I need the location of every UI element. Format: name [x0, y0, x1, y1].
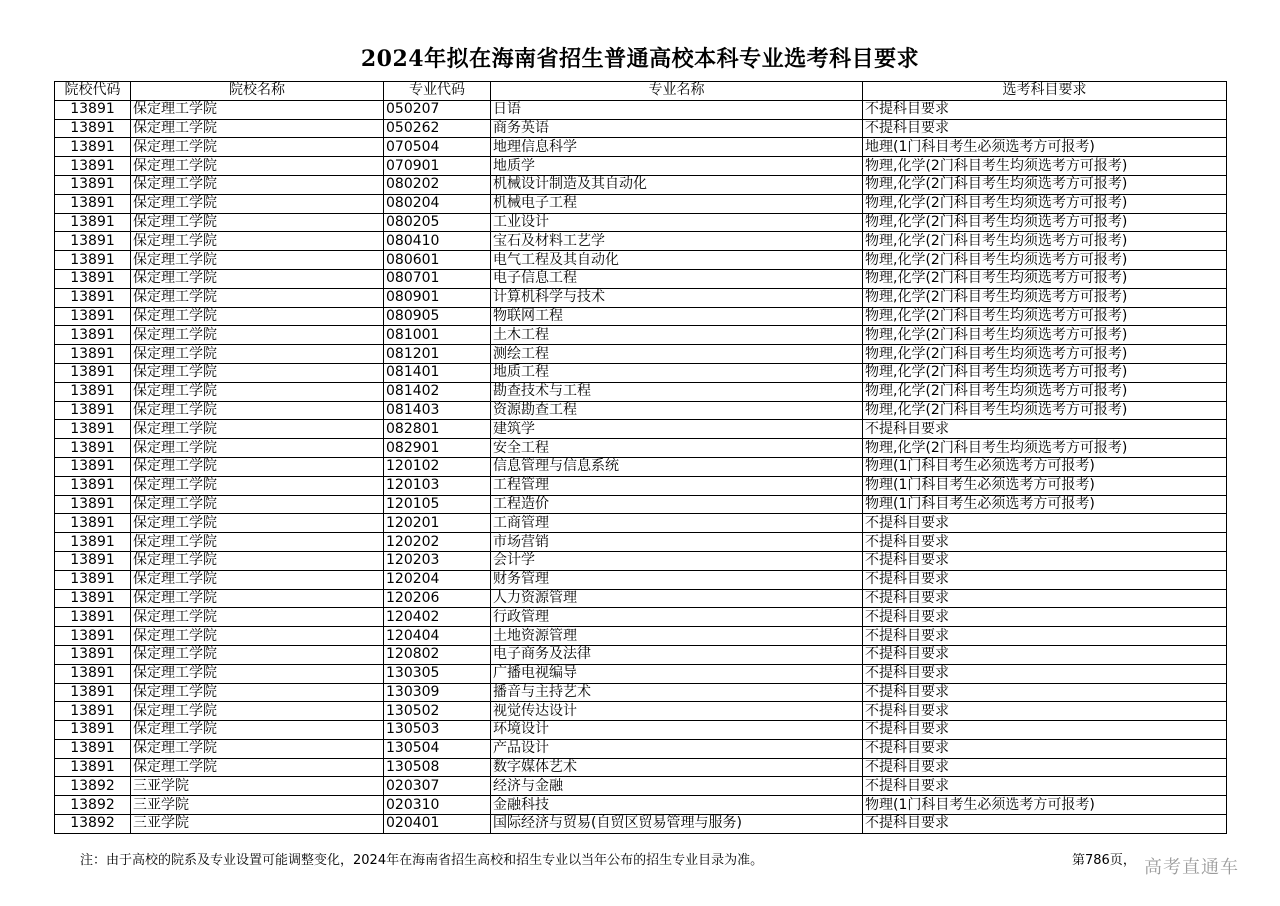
- major-code-cell: 020401: [384, 815, 491, 834]
- requirement-cell: 不提科目要求: [863, 739, 1227, 758]
- major-name-cell: 工业设计: [491, 213, 863, 232]
- table-row: [55, 777, 1227, 796]
- school-code-cell: 13891: [55, 721, 131, 740]
- table-row: [55, 307, 1227, 326]
- school-code-cell: 13891: [55, 476, 131, 495]
- major-name-cell: 测绘工程: [491, 345, 863, 364]
- table-header-row: [55, 82, 1227, 101]
- header-major-name: 专业名称: [491, 82, 863, 101]
- major-code-cell: 120203: [384, 551, 491, 570]
- major-name-cell: 土地资源管理: [491, 627, 863, 646]
- table-row: [55, 702, 1227, 721]
- table-row: [55, 495, 1227, 514]
- major-code-cell: 120802: [384, 645, 491, 664]
- school-code-cell: 13891: [55, 420, 131, 439]
- major-code-cell: 120201: [384, 514, 491, 533]
- major-code-cell: 120202: [384, 533, 491, 552]
- table-row: [55, 457, 1227, 476]
- table-row: [55, 683, 1227, 702]
- requirement-cell: 不提科目要求: [863, 551, 1227, 570]
- school-name-cell: 保定理工学院: [131, 420, 384, 439]
- table-row: [55, 589, 1227, 608]
- table-row: [55, 796, 1227, 815]
- school-name-cell: 保定理工学院: [131, 307, 384, 326]
- requirement-cell: 不提科目要求: [863, 533, 1227, 552]
- table-row: [55, 514, 1227, 533]
- requirement-cell: 不提科目要求: [863, 815, 1227, 834]
- major-code-cell: 080701: [384, 269, 491, 288]
- major-name-cell: 金融科技: [491, 796, 863, 815]
- school-code-cell: 13891: [55, 608, 131, 627]
- table-row: [55, 739, 1227, 758]
- major-code-cell: 120105: [384, 495, 491, 514]
- header-school-code: 院校代码: [55, 82, 131, 101]
- school-code-cell: 13891: [55, 439, 131, 458]
- major-name-cell: 电子商务及法律: [491, 645, 863, 664]
- school-name-cell: 保定理工学院: [131, 627, 384, 646]
- major-name-cell: 地质学: [491, 157, 863, 176]
- school-code-cell: 13891: [55, 175, 131, 194]
- major-name-cell: 视觉传达设计: [491, 702, 863, 721]
- school-code-cell: 13891: [55, 495, 131, 514]
- school-name-cell: 保定理工学院: [131, 664, 384, 683]
- school-name-cell: 保定理工学院: [131, 157, 384, 176]
- major-name-cell: 会计学: [491, 551, 863, 570]
- major-code-cell: 070504: [384, 138, 491, 157]
- requirement-cell: 物理,化学(2门科目考生均须选考方可报考): [863, 288, 1227, 307]
- school-name-cell: 保定理工学院: [131, 551, 384, 570]
- school-name-cell: 保定理工学院: [131, 119, 384, 138]
- requirement-cell: 不提科目要求: [863, 420, 1227, 439]
- major-code-cell: 081402: [384, 382, 491, 401]
- table-body: [55, 100, 1227, 833]
- major-code-cell: 080905: [384, 307, 491, 326]
- page-number: 第786页，: [1072, 853, 1136, 868]
- table-row: [55, 627, 1227, 646]
- requirement-cell: 物理,化学(2门科目考生均须选考方可报考): [863, 326, 1227, 345]
- table-row: [55, 269, 1227, 288]
- major-code-cell: 070901: [384, 157, 491, 176]
- school-name-cell: 保定理工学院: [131, 476, 384, 495]
- major-name-cell: 环境设计: [491, 721, 863, 740]
- requirement-cell: 不提科目要求: [863, 664, 1227, 683]
- watermark: 高考直通车: [1144, 857, 1239, 878]
- school-code-cell: 13891: [55, 363, 131, 382]
- major-code-cell: 081201: [384, 345, 491, 364]
- school-name-cell: 保定理工学院: [131, 645, 384, 664]
- major-code-cell: 130504: [384, 739, 491, 758]
- table-row: [55, 232, 1227, 251]
- major-name-cell: 行政管理: [491, 608, 863, 627]
- school-name-cell: 保定理工学院: [131, 721, 384, 740]
- major-name-cell: 地理信息科学: [491, 138, 863, 157]
- school-code-cell: 13891: [55, 100, 131, 119]
- school-code-cell: 13891: [55, 251, 131, 270]
- major-name-cell: 土木工程: [491, 326, 863, 345]
- school-code-cell: 13891: [55, 326, 131, 345]
- school-code-cell: 13891: [55, 138, 131, 157]
- table-row: [55, 420, 1227, 439]
- major-code-cell: 081401: [384, 363, 491, 382]
- major-name-cell: 数字媒体艺术: [491, 758, 863, 777]
- table-row: [55, 608, 1227, 627]
- school-name-cell: 保定理工学院: [131, 758, 384, 777]
- major-name-cell: 商务英语: [491, 119, 863, 138]
- school-code-cell: 13891: [55, 551, 131, 570]
- major-code-cell: 120206: [384, 589, 491, 608]
- table-row: [55, 326, 1227, 345]
- table-row: [55, 363, 1227, 382]
- school-code-cell: 13891: [55, 758, 131, 777]
- major-code-cell: 120103: [384, 476, 491, 495]
- major-code-cell: 130503: [384, 721, 491, 740]
- school-code-cell: 13891: [55, 627, 131, 646]
- major-code-cell: 080601: [384, 251, 491, 270]
- requirement-cell: 不提科目要求: [863, 777, 1227, 796]
- requirement-cell: 物理(1门科目考生必须选考方可报考): [863, 457, 1227, 476]
- school-name-cell: 保定理工学院: [131, 138, 384, 157]
- major-name-cell: 资源勘查工程: [491, 401, 863, 420]
- requirement-cell: 地理(1门科目考生必须选考方可报考): [863, 138, 1227, 157]
- school-code-cell: 13891: [55, 157, 131, 176]
- table-row: [55, 401, 1227, 420]
- school-code-cell: 13891: [55, 345, 131, 364]
- requirement-cell: 不提科目要求: [863, 627, 1227, 646]
- school-name-cell: 保定理工学院: [131, 514, 384, 533]
- school-name-cell: 保定理工学院: [131, 382, 384, 401]
- requirement-cell: 不提科目要求: [863, 645, 1227, 664]
- table-row: [55, 551, 1227, 570]
- major-name-cell: 地质工程: [491, 363, 863, 382]
- school-name-cell: 保定理工学院: [131, 269, 384, 288]
- school-code-cell: 13891: [55, 739, 131, 758]
- major-code-cell: 130309: [384, 683, 491, 702]
- school-name-cell: 保定理工学院: [131, 175, 384, 194]
- requirement-cell: 物理,化学(2门科目考生均须选考方可报考): [863, 232, 1227, 251]
- requirement-cell: 物理(1门科目考生必须选考方可报考): [863, 796, 1227, 815]
- major-code-cell: 120204: [384, 570, 491, 589]
- school-code-cell: 13891: [55, 589, 131, 608]
- requirement-cell: 物理,化学(2门科目考生均须选考方可报考): [863, 251, 1227, 270]
- footnote: 注：由于高校的院系及专业设置可能调整变化，2024年在海南省招生高校和招生专业以当年公布的招生专业目录为准。: [80, 853, 764, 868]
- school-name-cell: 保定理工学院: [131, 288, 384, 307]
- major-code-cell: 081001: [384, 326, 491, 345]
- major-code-cell: 020307: [384, 777, 491, 796]
- school-name-cell: 保定理工学院: [131, 739, 384, 758]
- major-name-cell: 安全工程: [491, 439, 863, 458]
- table-row: [55, 815, 1227, 834]
- table-row: [55, 570, 1227, 589]
- school-code-cell: 13891: [55, 382, 131, 401]
- school-name-cell: 三亚学院: [131, 777, 384, 796]
- major-name-cell: 广播电视编导: [491, 664, 863, 683]
- major-code-cell: 120404: [384, 627, 491, 646]
- header-major-code: 专业代码: [384, 82, 491, 101]
- requirement-cell: 物理,化学(2门科目考生均须选考方可报考): [863, 307, 1227, 326]
- header-requirement: 选考科目要求: [863, 82, 1227, 101]
- school-code-cell: 13891: [55, 288, 131, 307]
- school-code-cell: 13891: [55, 269, 131, 288]
- requirement-cell: 物理,化学(2门科目考生均须选考方可报考): [863, 213, 1227, 232]
- requirement-cell: 不提科目要求: [863, 758, 1227, 777]
- requirement-cell: 不提科目要求: [863, 514, 1227, 533]
- requirement-cell: 物理,化学(2门科目考生均须选考方可报考): [863, 401, 1227, 420]
- major-name-cell: 电子信息工程: [491, 269, 863, 288]
- major-code-cell: 080202: [384, 175, 491, 194]
- table-row: [55, 533, 1227, 552]
- school-name-cell: 保定理工学院: [131, 570, 384, 589]
- requirement-cell: 物理,化学(2门科目考生均须选考方可报考): [863, 269, 1227, 288]
- major-name-cell: 市场营销: [491, 533, 863, 552]
- school-name-cell: 保定理工学院: [131, 345, 384, 364]
- table-row: [55, 157, 1227, 176]
- requirement-cell: 物理,化学(2门科目考生均须选考方可报考): [863, 175, 1227, 194]
- table-row: [55, 288, 1227, 307]
- major-code-cell: 050207: [384, 100, 491, 119]
- table-row: [55, 476, 1227, 495]
- major-name-cell: 机械设计制造及其自动化: [491, 175, 863, 194]
- school-name-cell: 三亚学院: [131, 796, 384, 815]
- major-code-cell: 082801: [384, 420, 491, 439]
- requirement-cell: 物理,化学(2门科目考生均须选考方可报考): [863, 382, 1227, 401]
- major-name-cell: 计算机科学与技术: [491, 288, 863, 307]
- table-row: [55, 175, 1227, 194]
- table-row: [55, 119, 1227, 138]
- table-row: [55, 138, 1227, 157]
- table-row: [55, 345, 1227, 364]
- school-name-cell: 保定理工学院: [131, 702, 384, 721]
- table-row: [55, 439, 1227, 458]
- school-code-cell: 13891: [55, 645, 131, 664]
- table-row: [55, 721, 1227, 740]
- school-name-cell: 保定理工学院: [131, 194, 384, 213]
- requirement-cell: 不提科目要求: [863, 702, 1227, 721]
- major-code-cell: 080205: [384, 213, 491, 232]
- school-code-cell: 13891: [55, 683, 131, 702]
- major-name-cell: 人力资源管理: [491, 589, 863, 608]
- major-code-cell: 080901: [384, 288, 491, 307]
- major-name-cell: 工商管理: [491, 514, 863, 533]
- school-name-cell: 保定理工学院: [131, 213, 384, 232]
- school-code-cell: 13891: [55, 533, 131, 552]
- school-code-cell: 13891: [55, 570, 131, 589]
- school-name-cell: 保定理工学院: [131, 100, 384, 119]
- school-code-cell: 13891: [55, 307, 131, 326]
- requirement-cell: 物理,化学(2门科目考生均须选考方可报考): [863, 194, 1227, 213]
- requirement-cell: 不提科目要求: [863, 119, 1227, 138]
- requirement-cell: 不提科目要求: [863, 683, 1227, 702]
- major-name-cell: 经济与金融: [491, 777, 863, 796]
- major-name-cell: 工程造价: [491, 495, 863, 514]
- school-name-cell: 保定理工学院: [131, 326, 384, 345]
- requirement-cell: 物理,化学(2门科目考生均须选考方可报考): [863, 363, 1227, 382]
- major-code-cell: 130508: [384, 758, 491, 777]
- major-code-cell: 120102: [384, 457, 491, 476]
- major-code-cell: 082901: [384, 439, 491, 458]
- major-code-cell: 020310: [384, 796, 491, 815]
- requirement-cell: 物理(1门科目考生必须选考方可报考): [863, 476, 1227, 495]
- major-name-cell: 工程管理: [491, 476, 863, 495]
- school-code-cell: 13891: [55, 232, 131, 251]
- school-name-cell: 保定理工学院: [131, 589, 384, 608]
- requirement-cell: 不提科目要求: [863, 721, 1227, 740]
- requirement-cell: 不提科目要求: [863, 100, 1227, 119]
- school-code-cell: 13892: [55, 796, 131, 815]
- requirement-cell: 物理,化学(2门科目考生均须选考方可报考): [863, 439, 1227, 458]
- school-code-cell: 13891: [55, 514, 131, 533]
- major-name-cell: 信息管理与信息系统: [491, 457, 863, 476]
- major-name-cell: 机械电子工程: [491, 194, 863, 213]
- school-name-cell: 保定理工学院: [131, 401, 384, 420]
- major-name-cell: 日语: [491, 100, 863, 119]
- major-code-cell: 080410: [384, 232, 491, 251]
- requirement-cell: 不提科目要求: [863, 589, 1227, 608]
- major-code-cell: 081403: [384, 401, 491, 420]
- school-name-cell: 保定理工学院: [131, 608, 384, 627]
- major-name-cell: 宝石及材料工艺学: [491, 232, 863, 251]
- school-code-cell: 13891: [55, 213, 131, 232]
- major-name-cell: 国际经济与贸易(自贸区贸易管理与服务): [491, 815, 863, 834]
- table-row: [55, 645, 1227, 664]
- school-code-cell: 13891: [55, 401, 131, 420]
- school-code-cell: 13891: [55, 119, 131, 138]
- requirement-cell: 物理,化学(2门科目考生均须选考方可报考): [863, 345, 1227, 364]
- school-name-cell: 三亚学院: [131, 815, 384, 834]
- school-code-cell: 13892: [55, 815, 131, 834]
- school-code-cell: 13892: [55, 777, 131, 796]
- major-code-cell: 080204: [384, 194, 491, 213]
- requirements-table: [54, 81, 1227, 834]
- major-name-cell: 建筑学: [491, 420, 863, 439]
- school-code-cell: 13891: [55, 664, 131, 683]
- school-code-cell: 13891: [55, 457, 131, 476]
- major-code-cell: 130502: [384, 702, 491, 721]
- major-code-cell: 050262: [384, 119, 491, 138]
- header-school-name: 院校名称: [131, 82, 384, 101]
- table-row: [55, 664, 1227, 683]
- page-title: 2024年拟在海南省招生普通高校本科专业选考科目要求: [360, 46, 920, 72]
- table-row: [55, 194, 1227, 213]
- major-code-cell: 120402: [384, 608, 491, 627]
- school-name-cell: 保定理工学院: [131, 363, 384, 382]
- school-code-cell: 13891: [55, 194, 131, 213]
- table-row: [55, 251, 1227, 270]
- school-name-cell: 保定理工学院: [131, 457, 384, 476]
- major-name-cell: 勘查技术与工程: [491, 382, 863, 401]
- table-row: [55, 213, 1227, 232]
- school-name-cell: 保定理工学院: [131, 251, 384, 270]
- school-name-cell: 保定理工学院: [131, 683, 384, 702]
- major-code-cell: 130305: [384, 664, 491, 683]
- school-name-cell: 保定理工学院: [131, 232, 384, 251]
- major-name-cell: 物联网工程: [491, 307, 863, 326]
- school-name-cell: 保定理工学院: [131, 439, 384, 458]
- table-row: [55, 758, 1227, 777]
- table-row: [55, 100, 1227, 119]
- requirement-cell: 不提科目要求: [863, 570, 1227, 589]
- requirement-cell: 不提科目要求: [863, 608, 1227, 627]
- requirement-cell: 物理,化学(2门科目考生均须选考方可报考): [863, 157, 1227, 176]
- major-name-cell: 播音与主持艺术: [491, 683, 863, 702]
- major-name-cell: 电气工程及其自动化: [491, 251, 863, 270]
- requirement-cell: 物理(1门科目考生必须选考方可报考): [863, 495, 1227, 514]
- school-name-cell: 保定理工学院: [131, 495, 384, 514]
- major-name-cell: 产品设计: [491, 739, 863, 758]
- major-name-cell: 财务管理: [491, 570, 863, 589]
- table-row: [55, 382, 1227, 401]
- school-name-cell: 保定理工学院: [131, 533, 384, 552]
- school-code-cell: 13891: [55, 702, 131, 721]
